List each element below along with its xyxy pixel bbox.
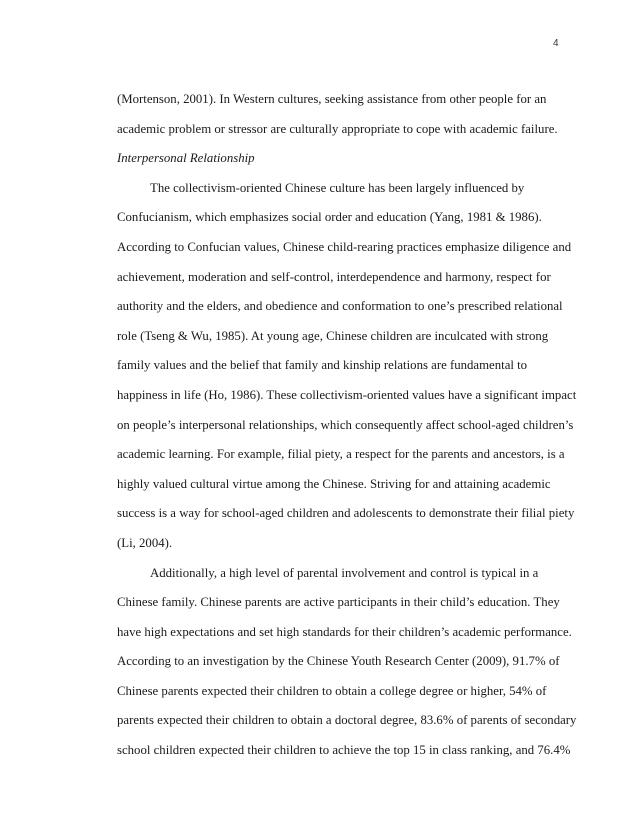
text-line: parents expected their children to obtain a doctoral degree, 83.6% of parents of secondary <box>117 713 577 728</box>
text-line: family values and the belief that family and kinship relations are fundamental to <box>117 358 528 373</box>
text-line: Additionally, a high level of parental involvement and control is typical in a <box>150 565 539 580</box>
body-text <box>117 92 577 773</box>
text-line: Confucianism, which emphasizes social order and education (Yang, 1981 & 1986). <box>117 210 542 225</box>
text-line: Chinese family. Chinese parents are active participants in their child’s education. They <box>117 595 560 610</box>
text-line: (Mortenson, 2001). In Western cultures, seeking assistance from other people for an <box>117 92 547 106</box>
text-line: (Li, 2004). <box>117 535 173 550</box>
text-line: happiness in life (Ho, 1986). These collectivism-oriented values have a significant impact <box>117 387 577 402</box>
section-heading: Interpersonal Relationship <box>117 151 255 166</box>
text-line: According to Confucian values, Chinese child-rearing practices emphasize diligence and <box>117 239 572 254</box>
text-line: According to an investigation by the Chinese Youth Research Center (2009), 91.7% of <box>117 654 560 669</box>
text-line: Chinese parents expected their children to obtain a college degree or higher, 54% of <box>117 683 547 698</box>
text-line: have high expectations and set high standards for their children’s academic performance. <box>117 624 572 639</box>
text-line: on people’s interpersonal relationships, which consequently affect school-aged children’s <box>117 417 574 432</box>
text-line: school children expected their children to achieve the top 15 in class ranking, and 76.4% <box>117 743 571 758</box>
text-line: achievement, moderation and self-control, interdependence and harmony, respect for <box>117 269 551 284</box>
paragraph-2 <box>117 180 577 566</box>
text-line: academic problem or stressor are culturally appropriate to cope with academic failure. <box>117 121 558 136</box>
text-line: The collectivism-oriented Chinese culture has been largely influenced by <box>150 180 525 195</box>
text-line: role (Tseng & Wu, 1985). At young age, Chinese children are inculcated with strong <box>117 328 549 343</box>
text-line: highly valued cultural virtue among the Chinese. Striving for and attaining academic <box>117 476 551 491</box>
page-number: 4 <box>553 38 559 49</box>
paragraph-1 <box>117 92 558 151</box>
text-line: authority and the elders, and obedience and conformation to one’s prescribed relational <box>117 299 563 314</box>
text-line: academic learning. For example, filial piety, a respect for the parents and ancestors, is a <box>117 447 565 462</box>
paragraph-3 <box>117 565 577 773</box>
text-line: success is a way for school-aged children and adolescents to demonstrate their filial piety <box>117 506 575 521</box>
